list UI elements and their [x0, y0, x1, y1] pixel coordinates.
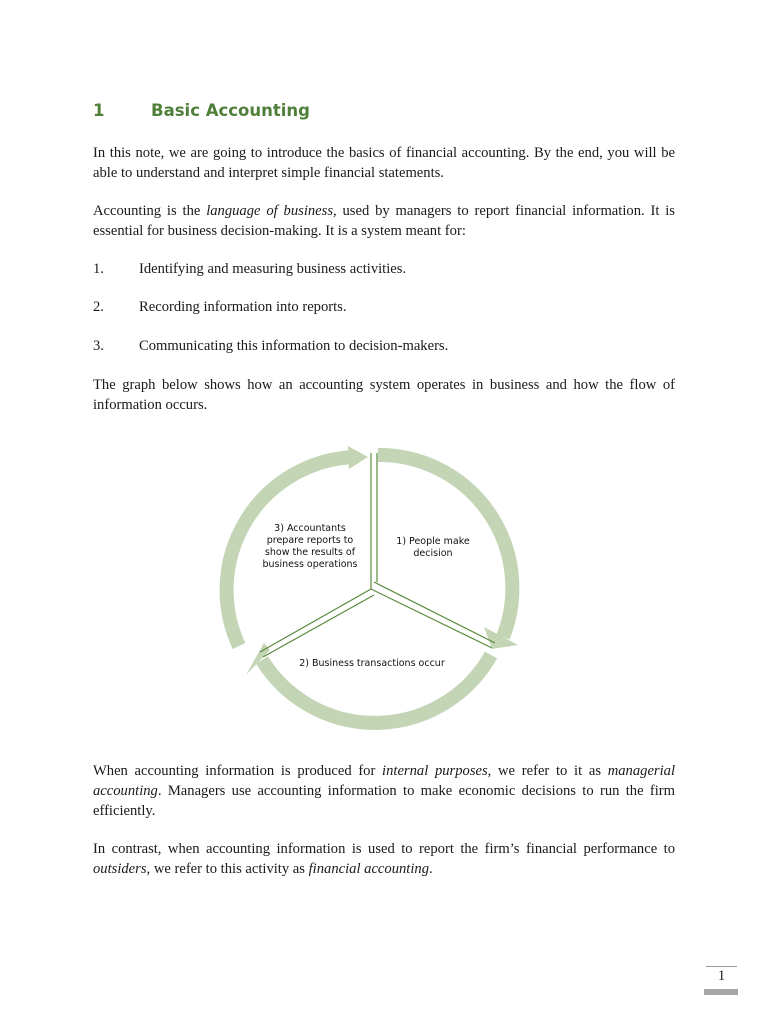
list-item: [93, 259, 406, 279]
section-number: 1: [93, 101, 105, 120]
list-item: [93, 336, 448, 356]
financial-emphasis-1: outsiders: [93, 861, 147, 877]
definition-text-after: , used by managers to report financial information. It is essential for business decision-making. It is a system meant for:: [93, 203, 675, 239]
list-item-text: Identifying and measuring business activities.: [139, 261, 407, 277]
footer-rule: [706, 966, 737, 967]
financial-text-3: .: [429, 861, 433, 877]
segment-label-transactions: 2) Business transactions occur: [299, 658, 445, 669]
definition-paragraph: [93, 201, 675, 241]
segment-label-accountants-line4: business operations: [262, 559, 358, 570]
segment-label-people-line2: decision: [413, 548, 453, 559]
footer-bar: [704, 989, 738, 995]
definition-emphasis: language of business: [206, 203, 334, 219]
list-item-number: 1.: [93, 261, 104, 277]
section-heading: [93, 101, 310, 120]
cycle-arrow-accountants-to-people: [227, 446, 368, 646]
managerial-text-3: . Managers use accounting information to make economic decisions to run the firm efficiently.: [93, 783, 675, 819]
segment-label-accountants-line2: prepare reports to: [266, 535, 354, 546]
financial-paragraph: [93, 839, 675, 879]
list-item-number: 3.: [93, 338, 104, 354]
list-item-text: Recording information into reports.: [139, 299, 347, 315]
page-number: 1: [717, 968, 726, 984]
managerial-text-1: When accounting information is produced for: [93, 763, 383, 779]
definition-text-before: Accounting is the: [93, 203, 207, 219]
cycle-arrow-people-to-transactions: [378, 455, 518, 649]
financial-text-2: , we refer to this activity as: [146, 861, 309, 877]
list-item-text: Communicating this information to decision-makers.: [139, 338, 449, 354]
cycle-arrow-transactions-to-accountants: [246, 643, 491, 723]
intro-paragraph: In this note, we are going to introduce the basics of financial accounting. By the end, you will be able to understand and interpret simple financial statements.: [93, 145, 675, 181]
managerial-paragraph: [93, 761, 675, 821]
segment-label-people-line1: 1) People make: [396, 536, 470, 547]
list-item: [93, 297, 347, 317]
financial-emphasis-2: financial accounting: [308, 861, 430, 877]
managerial-emphasis-1: internal purposes: [382, 763, 488, 779]
section-title: Basic Accounting: [151, 101, 310, 120]
segment-label-accountants-line1: 3) Accountants: [274, 523, 346, 534]
managerial-text-2: , we refer to it as: [487, 763, 608, 779]
list-item-number: 2.: [93, 299, 104, 315]
graph-intro-paragraph: The graph below shows how an accounting system operates in business and how the flow of information occurs.: [93, 377, 675, 413]
financial-text-1: In contrast, when accounting information is used to report the firm’s financial performance to: [93, 841, 675, 857]
segment-label-accountants-line3: show the results of: [264, 547, 356, 558]
segment-dividers: [260, 453, 495, 657]
managerial-emphasis-2: managerial accounting: [93, 763, 676, 799]
